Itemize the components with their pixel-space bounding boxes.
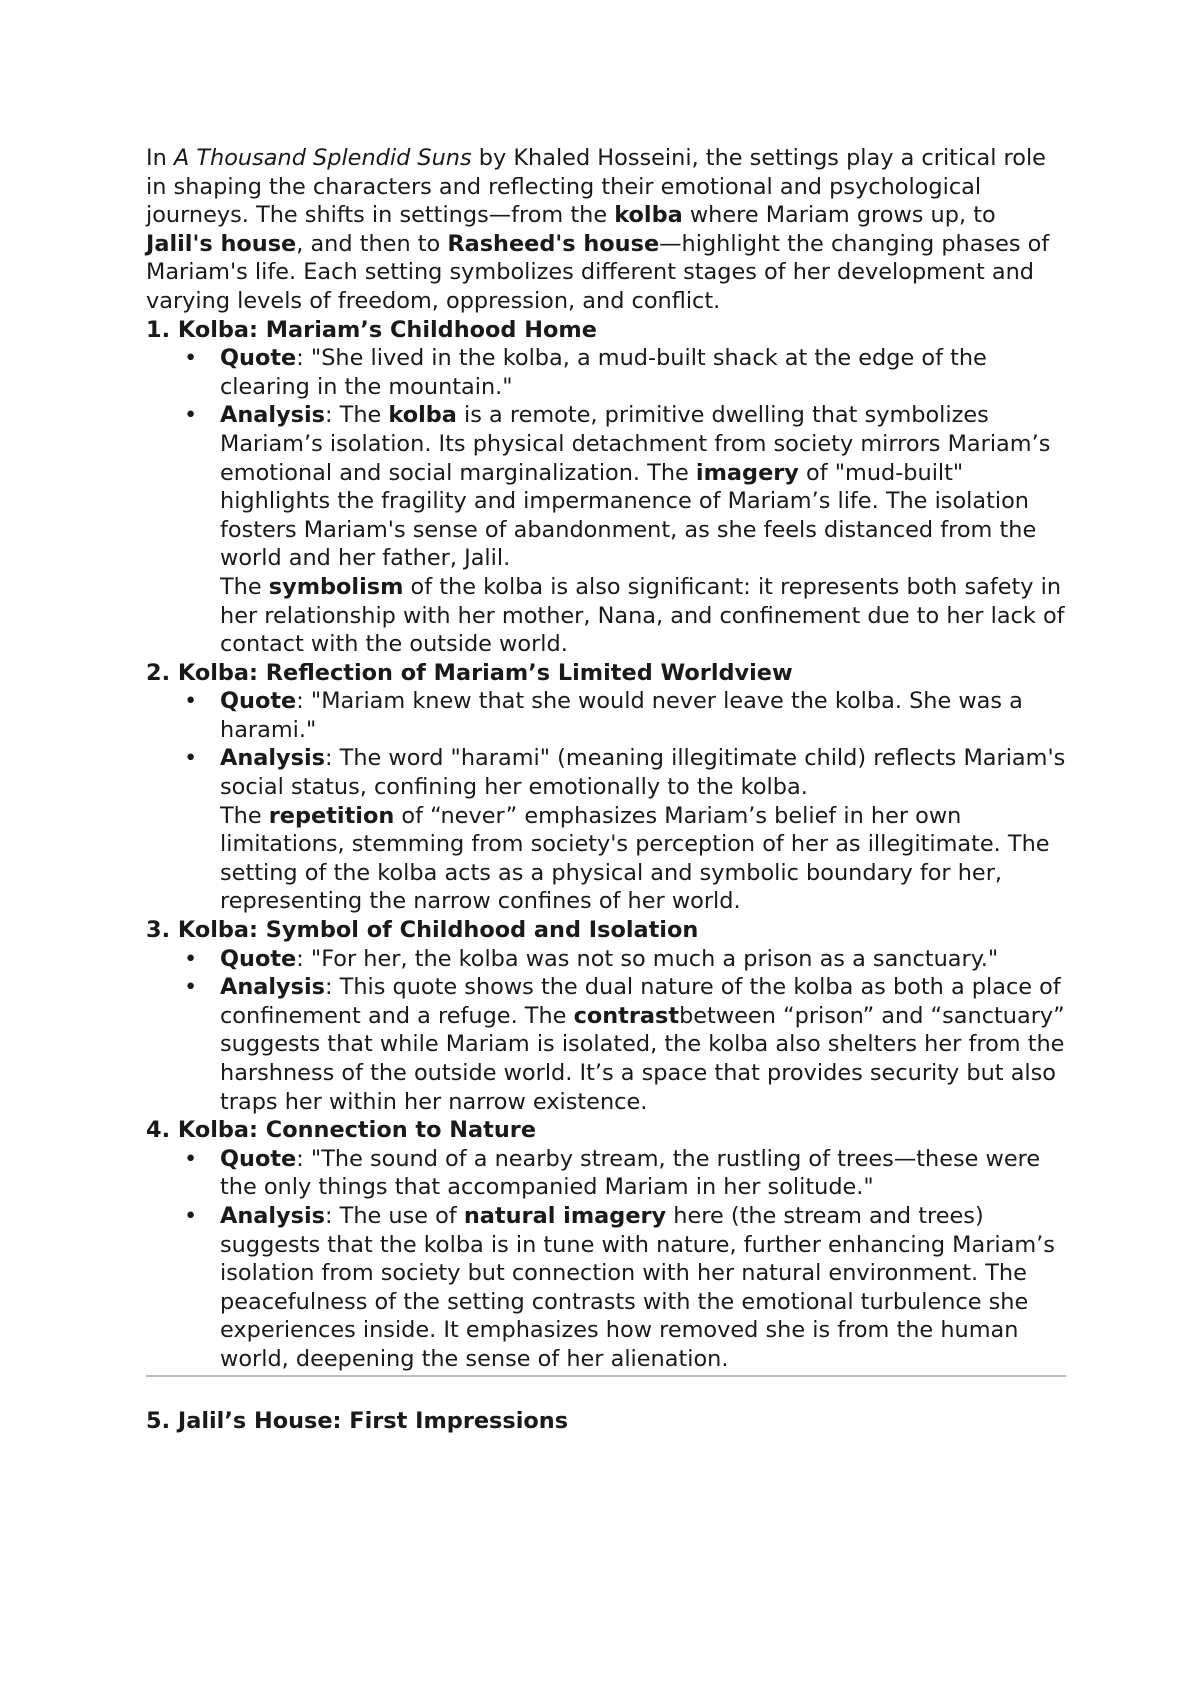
analysis-text: : The xyxy=(324,402,389,429)
analysis-emphasis: repetition xyxy=(268,802,395,829)
analysis-emphasis: imagery xyxy=(695,459,799,486)
section-heading: 2. Kolba: Reflection of Mariam’s Limited Worldview xyxy=(146,659,793,686)
analysis-emphasis: kolba xyxy=(388,402,457,429)
section-heading: 5. Jalil’s House: First Impressions xyxy=(146,1407,569,1434)
emphasis-rasheed-house: Rasheed's house xyxy=(447,230,660,257)
emphasis-jalil-house: Jalil's house xyxy=(146,230,297,257)
analysis-text: : The use of xyxy=(324,1202,464,1229)
analysis-text: The xyxy=(220,802,269,829)
quote-text: : "Mariam knew that she would never leave the kolba. She was a harami." xyxy=(220,688,1023,743)
intro-paragraph xyxy=(146,144,1066,316)
analysis-text: is a remote, primitive dwelling that symbolizes Mariam’s isolation. Its physical detachment from society mirrors Mariam’s emotional and social marginalization. The xyxy=(220,402,1051,486)
analysis-text: of “never” emphasizes Mariam’s belief in her own limitations, stemming from society's perception of her as illegitimate. The setting of the kolba acts as a physical and symbolic boundary for her, representing the narrow confines of her world. xyxy=(220,802,1050,915)
section-bullets xyxy=(146,687,1066,916)
horizontal-divider xyxy=(146,1375,1066,1377)
analysis-text: : The word "harami" (meaning illegitimate child) reflects Mariam's social status, confining her emotionally to the kolba. xyxy=(220,745,1066,801)
quote-label: Quote xyxy=(220,1145,297,1172)
analysis-text: here (the stream and trees) suggests that the kolba is in tune with nature, further enhancing Mariam’s isolation from society but connection with her natural environment. The peacefulness of the setting contrasts with the emotional turbulence she experiences inside. It emphasizes how removed she is from the human world, deepening the sense of her alienation. xyxy=(220,1202,1055,1372)
intro-text: —highlight the changing phases of Mariam's life. Each setting symbolizes different stages of her development and varying levels of freedom, oppression, and conflict. xyxy=(146,230,1050,314)
section-bullets xyxy=(146,344,1066,659)
intro-text: , and then to xyxy=(296,230,448,257)
analysis-label: Analysis xyxy=(220,974,325,1001)
analysis-item xyxy=(220,401,1066,658)
analysis-label: Analysis xyxy=(220,745,325,772)
quote-item xyxy=(220,687,1066,744)
quote-label: Quote xyxy=(220,688,297,715)
quote-item xyxy=(220,945,1066,974)
quote-text: : "The sound of a nearby stream, the rustling of trees—these were the only things that accompanied Mariam in her solitude." xyxy=(220,1145,1041,1201)
analysis-text: of the kolba is also significant: it represents both safety in her relationship with her mother, Nana, and confinement due to her lack of contact with the outside world. xyxy=(220,573,1065,658)
analysis-emphasis: symbolism xyxy=(268,573,404,600)
analysis-item xyxy=(220,744,1066,916)
book-title: A Thousand Splendid Suns xyxy=(173,145,472,171)
intro-text: where Mariam grows up, to xyxy=(682,202,996,229)
section-heading: 4. Kolba: Connection to Nature xyxy=(146,1117,537,1144)
document-page xyxy=(146,144,1066,1435)
analysis-text: The xyxy=(220,573,269,600)
analysis-emphasis: contrast xyxy=(573,1002,680,1029)
quote-text: : "For her, the kolba was not so much a prison as a sanctuary." xyxy=(296,945,999,972)
quote-label: Quote xyxy=(220,345,297,372)
analysis-text: between “prison” and “sanctuary” suggests that while Mariam is isolated, the kolba also shelters her from the harshness of the outside world. It’s a space that provides security but also traps her within her narrow existence. xyxy=(220,1002,1065,1115)
quote-item xyxy=(220,344,1066,401)
quote-text: : "She lived in the kolba, a mud-built shack at the edge of the clearing in the mountain." xyxy=(220,345,987,400)
analysis-text: : This quote shows the dual nature of the kolba as both a place of confinement and a refuge. The xyxy=(220,974,1061,1029)
intro-text: by Khaled Hosseini, the settings play a critical role in shaping the characters and reflecting their emotional and psychological journeys. The shifts in settings—from the xyxy=(146,145,1046,229)
quote-label: Quote xyxy=(220,945,297,972)
section-bullets xyxy=(146,945,1066,1117)
analysis-text: of "mud-built" highlights the fragility and impermanence of Mariam’s life. The isolation fosters Mariam's sense of abandonment, as she feels distanced from the world and her father, Jalil. xyxy=(220,459,1037,572)
section-bullets xyxy=(146,1145,1066,1374)
quote-item xyxy=(220,1145,1066,1202)
emphasis-kolba: kolba xyxy=(614,202,683,229)
analysis-label: Analysis xyxy=(220,402,325,429)
section-heading: 1. Kolba: Mariam’s Childhood Home xyxy=(146,316,597,343)
analysis-item xyxy=(220,973,1066,1116)
analysis-label: Analysis xyxy=(220,1202,325,1229)
analysis-emphasis: natural imagery xyxy=(463,1202,667,1229)
intro-text: In xyxy=(146,145,174,171)
section-heading: 3. Kolba: Symbol of Childhood and Isolation xyxy=(146,917,699,944)
analysis-item xyxy=(220,1202,1066,1374)
